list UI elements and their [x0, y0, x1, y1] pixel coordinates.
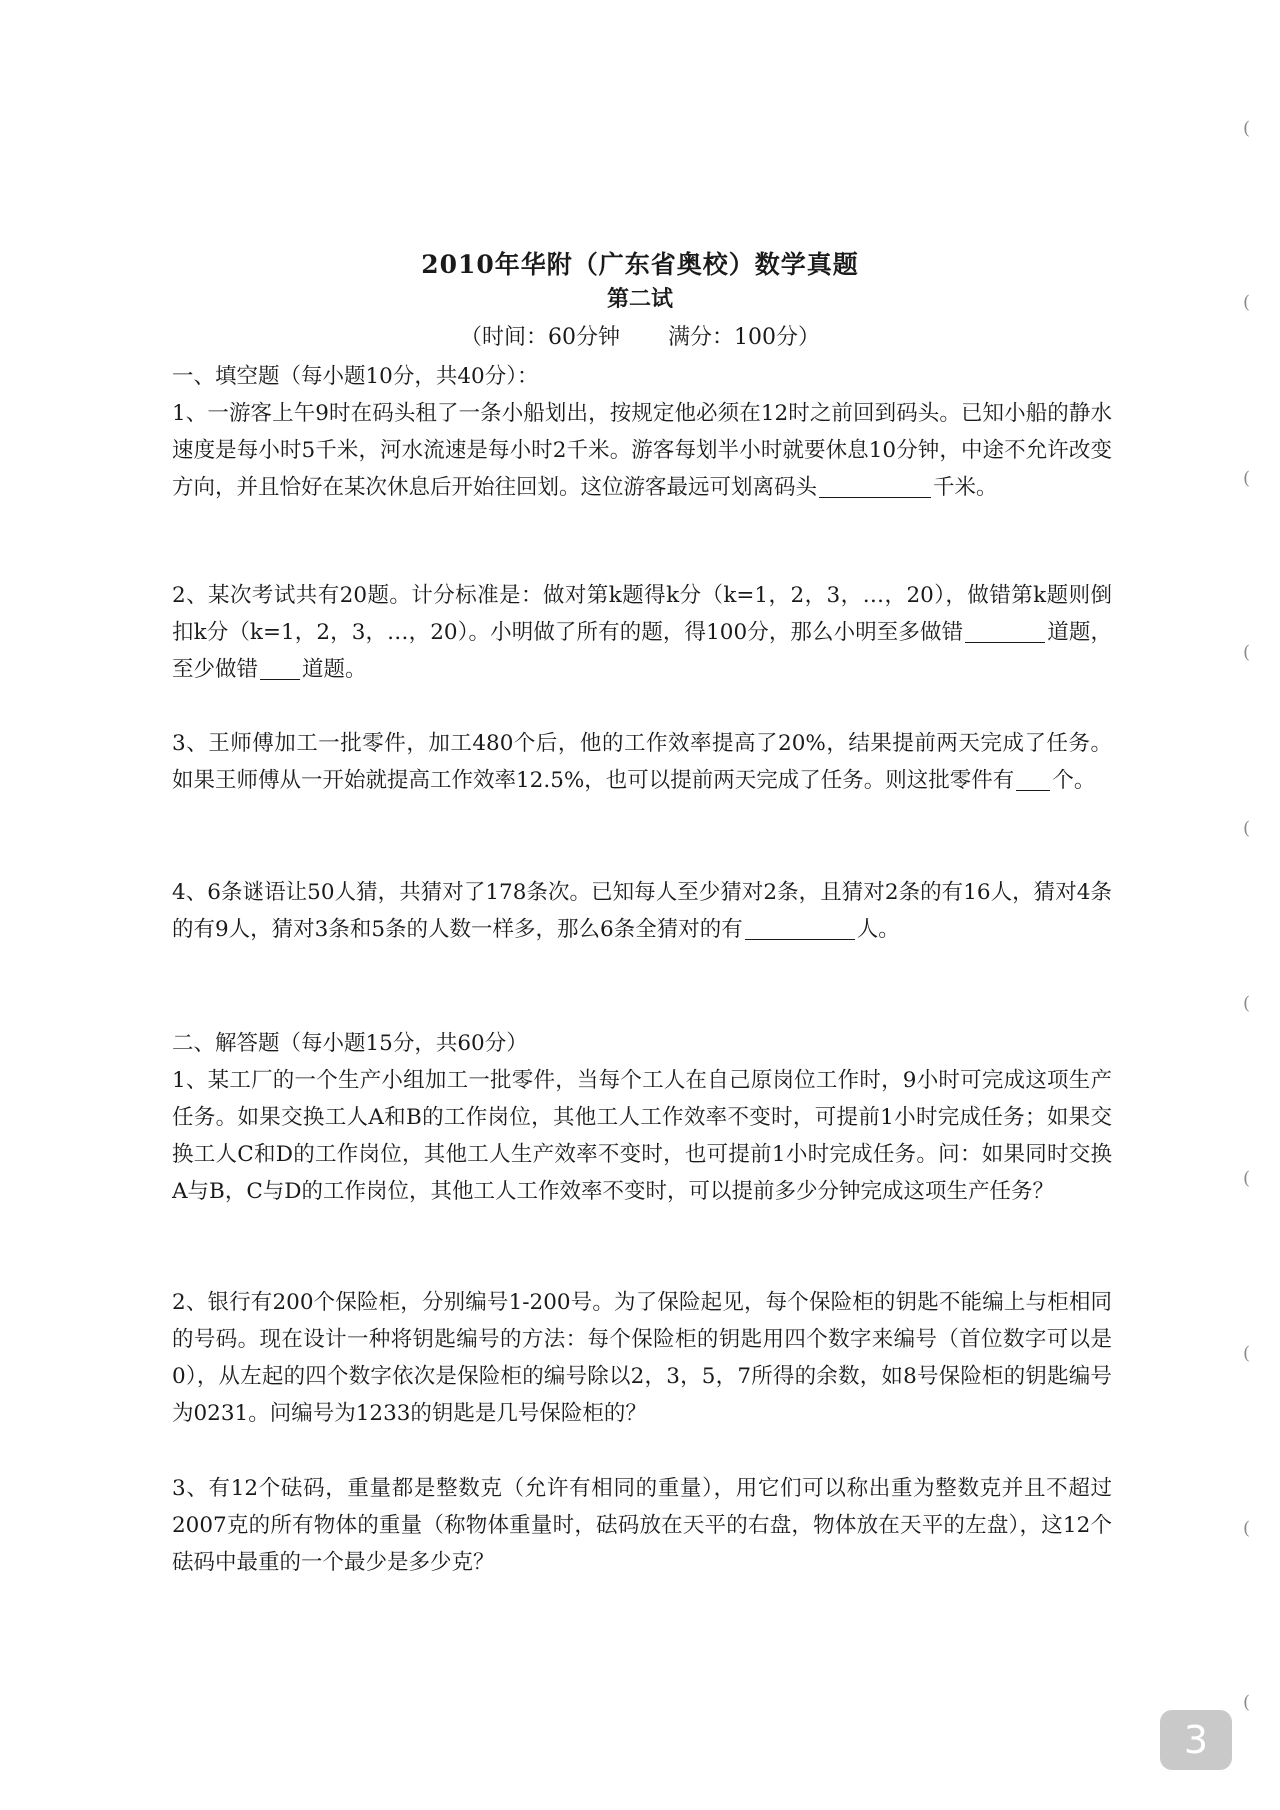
binding-hole-mark: ( — [1242, 118, 1250, 139]
binding-hole-mark: ( — [1242, 993, 1250, 1014]
binding-hole-mark: ( — [1242, 1168, 1250, 1189]
question-block-3 — [172, 725, 1112, 799]
page-number-badge: 3 — [1160, 1710, 1232, 1770]
document-title: 2010年华附（广东省奥校）数学真题 — [421, 249, 859, 279]
question-text: 1、一游客上午9时在码头租了一条小船划出，按规定他必须在12时之前回到码头。已知小船的静水速度是每小时5千米，河水流速是每小时2千米。游客每划半小时就要休息10分钟，中途不允许改变方向，并且恰好在某次休息后开始往回划。这位游客最远可划离码头 — [172, 401, 1112, 500]
binding-hole-mark: ( — [1242, 1343, 1250, 1364]
document-subtitle: 第二试 — [606, 286, 673, 312]
section-heading: 二、解答题（每小题15分，共60分） — [172, 1031, 528, 1056]
answer-blank[interactable] — [1016, 766, 1050, 791]
answer-blank[interactable] — [260, 655, 300, 680]
problem-block-3 — [172, 1470, 1112, 1581]
question-2 — [172, 577, 1112, 688]
binding-hole-mark: ( — [1242, 1518, 1250, 1539]
problem-1: 1、某工厂的一个生产小组加工一批零件，当每个工人在自己原岗位工作时，9小时可完成这项生产任务。如果交换工人A和B的工作岗位，其他工人工作效率不变时，可提前1小时完成任务；如果交换工人C和D的工作岗位，其他工人生产效率不变时，也可提前1小时完成任务。问：如果同时交换A与B，C与D的工作岗位，其他工人工作效率不变时，可以提前多少分钟完成这项生产任务？ — [172, 1068, 1112, 1204]
problem-2: 2、银行有200个保险柜，分别编号1-200号。为了保险起见，每个保险柜的钥匙不能编上与柜相同的号码。现在设计一种将钥匙编号的方法：每个保险柜的钥匙用四个数字来编号（首位数字可以是0），从左起的四个数字依次是保险柜的编号除以2，3，5，7所得的余数，如8号保险柜的钥匙编号为0231。问编号为1233的钥匙是几号保险柜的？ — [172, 1290, 1112, 1426]
question-text-after: 人。 — [856, 917, 900, 942]
binding-hole-mark: ( — [1242, 642, 1250, 663]
problem-3: 3、有12个砝码，重量都是整数克（允许有相同的重量），用它们可以称出重为整数克并且不超过2007克的所有物体的重量（称物体重量时，砝码放在天平的右盘，物体放在天平的左盘），这12个砝码中最重的一个最少是多少克？ — [172, 1476, 1112, 1575]
exam-time: （时间：60分钟 — [460, 325, 620, 350]
question-text-after: 千米。 — [933, 475, 998, 500]
binding-hole-mark: ( — [1242, 468, 1250, 489]
question-text: 2、某次考试共有20题。计分标准是：做对第k题得k分（k=1，2，3，…，20），做错第k题则倒扣k分（k=1，2，3，…，20）。小明做了所有的题，得100分，那么小明至多做错 — [172, 583, 1112, 645]
question-text-mid: 道题，至少做错 — [172, 620, 1112, 682]
binding-hole-mark: ( — [1242, 818, 1250, 839]
question-text: 4、6条谜语让50人猜，共猜对了178条次。已知每人至少猜对2条，且猜对2条的有16人，猜对4条的有9人，猜对3条和5条的人数一样多，那么6条全猜对的有 — [172, 880, 1112, 942]
question-text: 3、王师傅加工一批零件，加工480个后，他的工作效率提高了20%，结果提前两天完成了任务。如果王师傅从一开始就提高工作效率12.5%，也可以提前两天完成了任务。则这批零件有 — [172, 731, 1112, 793]
question-1 — [172, 395, 1112, 506]
answer-blank[interactable] — [745, 915, 855, 940]
exam-full-score: 满分：100分） — [668, 325, 820, 350]
problem-block-2 — [172, 1284, 1112, 1432]
question-block-2 — [172, 577, 1112, 688]
section-fill-in — [172, 358, 1112, 506]
answer-blank[interactable] — [965, 618, 1045, 643]
exam-time-info — [0, 320, 1280, 351]
section-heading: 一、填空题（每小题10分，共40分）： — [172, 364, 539, 389]
question-text-after: 个。 — [1052, 768, 1096, 793]
question-3 — [172, 725, 1112, 799]
section-solutions — [172, 1025, 1112, 1210]
answer-blank[interactable] — [819, 473, 931, 498]
question-4 — [172, 874, 1112, 948]
question-text-after: 道题。 — [302, 657, 367, 682]
binding-hole-mark: ( — [1242, 292, 1250, 313]
question-block-4 — [172, 874, 1112, 948]
binding-hole-mark: ( — [1242, 1692, 1250, 1713]
